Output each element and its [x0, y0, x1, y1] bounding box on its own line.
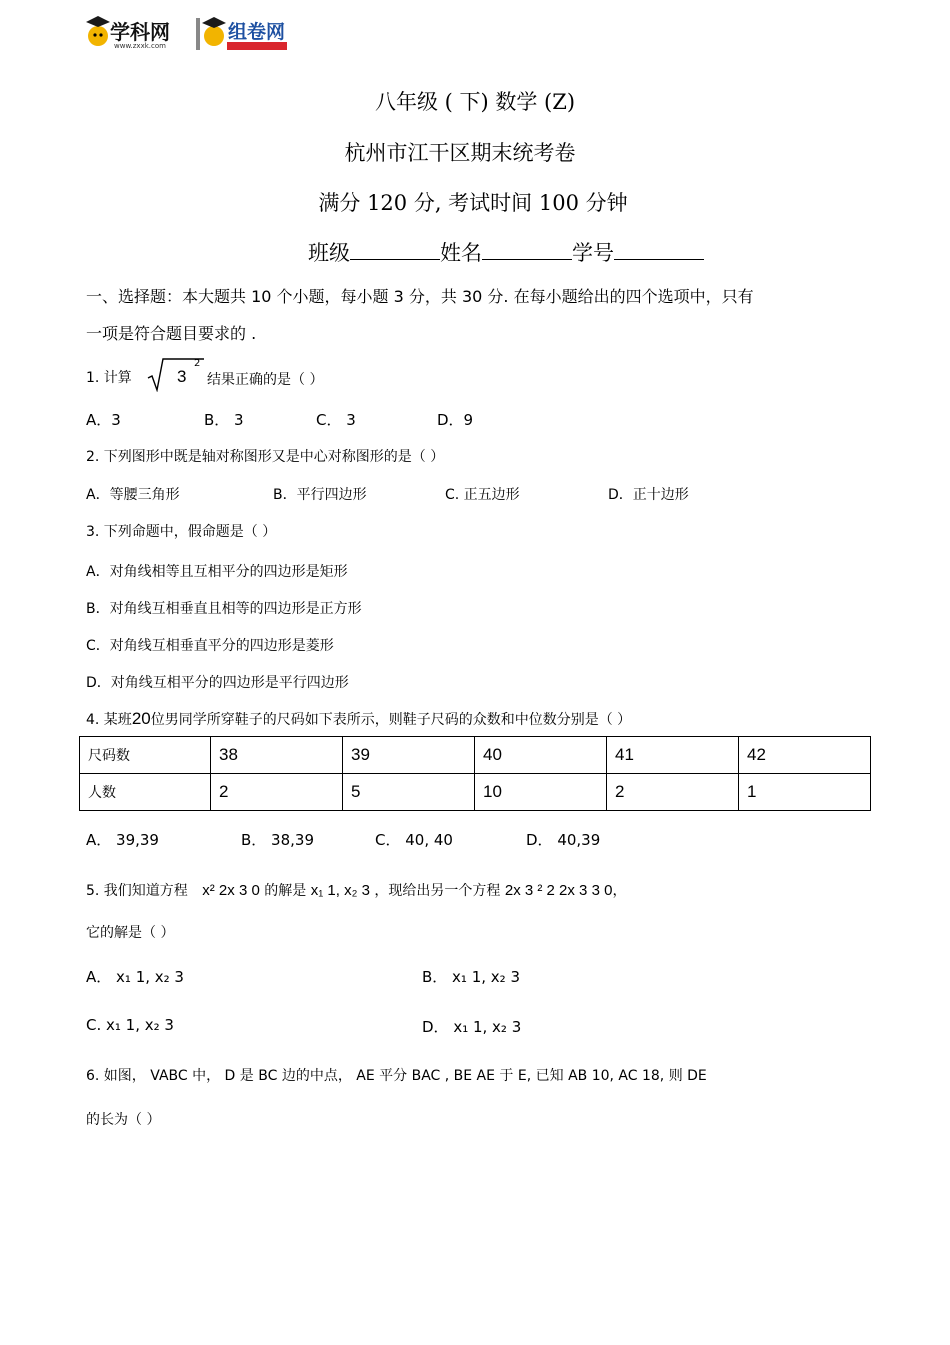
q4-option-b[interactable]: B． 38,39 — [241, 831, 315, 849]
table-cell: 40 — [475, 737, 607, 774]
table-cell: 5 — [343, 774, 475, 811]
id-label: 学号 — [572, 241, 614, 265]
q1-option-b[interactable]: B． 3 — [204, 411, 244, 429]
q4-stem-post: 位男同学所穿鞋子的尺码如下表所示，则鞋子尺码的众数和中位数分别是（ ） — [150, 712, 632, 728]
q5-stem-a: 5. 我们知道方程 — [86, 883, 188, 899]
q5-solution-1: x₁ 1, x₂ 3 — [310, 882, 370, 899]
q1-radicand: 3 — [177, 367, 187, 386]
q5-stem — [86, 880, 626, 900]
q3-stem: 3. 下列命题中，假命题是（ ） — [86, 524, 277, 540]
name-blank[interactable] — [482, 241, 572, 260]
q5-equation-2: 2x 3 ² 2 2x 3 3 0 — [504, 882, 613, 899]
q1-stem-post: 结果正确的是（ ） — [207, 372, 324, 388]
table-row — [80, 774, 871, 811]
table-cell: 1 — [739, 774, 871, 811]
q5-stem-b: 的解是 — [264, 883, 307, 899]
q4-option-c[interactable]: C． 40, 40 — [375, 831, 453, 849]
q4-stem — [86, 709, 631, 729]
q4-option-d[interactable]: D． 40,39 — [526, 831, 601, 849]
title-score-time: 满分 120 分, 考试时间 100 分钟 — [318, 191, 628, 215]
table-cell: 39 — [343, 737, 475, 774]
q2-option-b[interactable]: B．平行四边形 — [273, 487, 367, 503]
q4-stem-num: 20 — [131, 709, 151, 728]
q1-option-c[interactable]: C． 3 — [316, 411, 356, 429]
q5-option-a[interactable]: A． x₁ 1, x₂ 3 — [86, 968, 184, 986]
logo1-url: www.zxxk.com — [114, 42, 166, 50]
class-blank[interactable] — [350, 241, 440, 260]
q3-option-a[interactable]: A．对角线相等且互相平分的四边形是矩形 — [86, 564, 348, 580]
q5-option-d[interactable]: D． x₁ 1, x₂ 3 — [422, 1018, 522, 1036]
logo2-text: 组卷网 — [228, 21, 286, 43]
q5-equation-1: x² 2x 3 0 — [202, 882, 260, 899]
table-cell: 10 — [475, 774, 607, 811]
q3-option-b[interactable]: B．对角线互相垂直且相等的四边形是正方形 — [86, 601, 362, 617]
q5-option-b[interactable]: B． x₁ 1, x₂ 3 — [422, 968, 520, 986]
q1-option-d[interactable]: D．9 — [437, 411, 474, 429]
student-info-line — [308, 237, 704, 267]
q5-option-c[interactable]: C. x₁ 1, x₂ 3 — [86, 1016, 174, 1034]
id-blank[interactable] — [614, 241, 704, 260]
table-cell: 2 — [211, 774, 343, 811]
q2-stem: 2. 下列图形中既是轴对称图形又是中心对称图形的是（ ） — [86, 449, 445, 465]
table-cell: 2 — [607, 774, 739, 811]
q6-stem-line2: 的长为（ ） — [86, 1112, 161, 1128]
table-row — [80, 737, 871, 774]
title-grade: 八年级 ( 下) 数学 (Z) — [374, 90, 576, 114]
class-label: 班级 — [308, 241, 350, 265]
q1-stem-pre: 1. 计算 — [86, 370, 132, 386]
q2-option-c[interactable]: C. 正五边形 — [445, 487, 520, 503]
q3-option-d[interactable]: D．对角线互相平分的四边形是平行四边形 — [86, 675, 349, 691]
table-header-cell: 人数 — [80, 774, 211, 811]
q6-stem-line1: 6. 如图， VABC 中， D 是 BC 边的中点， AE 平分 BAC , BE AE 于 E, 已知 AB 10, AC 18, 则 DE — [86, 1068, 707, 1084]
title-exam: 杭州市江干区期末统考卷 — [344, 141, 576, 165]
header-logos — [84, 14, 289, 54]
section-intro-1: 一、选择题：本大题共 10 个小题，每小题 3 分，共 30 分. 在每小题给出的四个选项中，只有 — [86, 287, 754, 306]
name-label: 姓名 — [440, 241, 482, 265]
logo1-text: 学科网 — [110, 20, 170, 44]
q2-option-a[interactable]: A．等腰三角形 — [86, 487, 180, 503]
q5-stem-d: ， — [612, 883, 627, 899]
q1-option-a[interactable]: A．3 — [86, 411, 121, 429]
table-cell: 42 — [739, 737, 871, 774]
q5-stem-line2: 它的解是（ ） — [86, 925, 175, 941]
section-intro-2: 一项是符合题目要求的 . — [86, 324, 257, 343]
q3-option-c[interactable]: C．对角线互相垂直平分的四边形是菱形 — [86, 638, 334, 654]
table-cell: 41 — [607, 737, 739, 774]
table-header-cell: 尺码数 — [80, 737, 211, 774]
q4-stem-pre: 4. 某班 — [86, 712, 132, 728]
q2-option-d[interactable]: D．正十边形 — [608, 487, 689, 503]
shoe-size-table — [79, 736, 871, 811]
table-cell: 38 — [211, 737, 343, 774]
q5-stem-c: ，现给出另一个方程 — [374, 883, 501, 899]
q1-exponent: 2 — [194, 358, 201, 369]
q4-option-a[interactable]: A． 39,39 — [86, 831, 159, 849]
